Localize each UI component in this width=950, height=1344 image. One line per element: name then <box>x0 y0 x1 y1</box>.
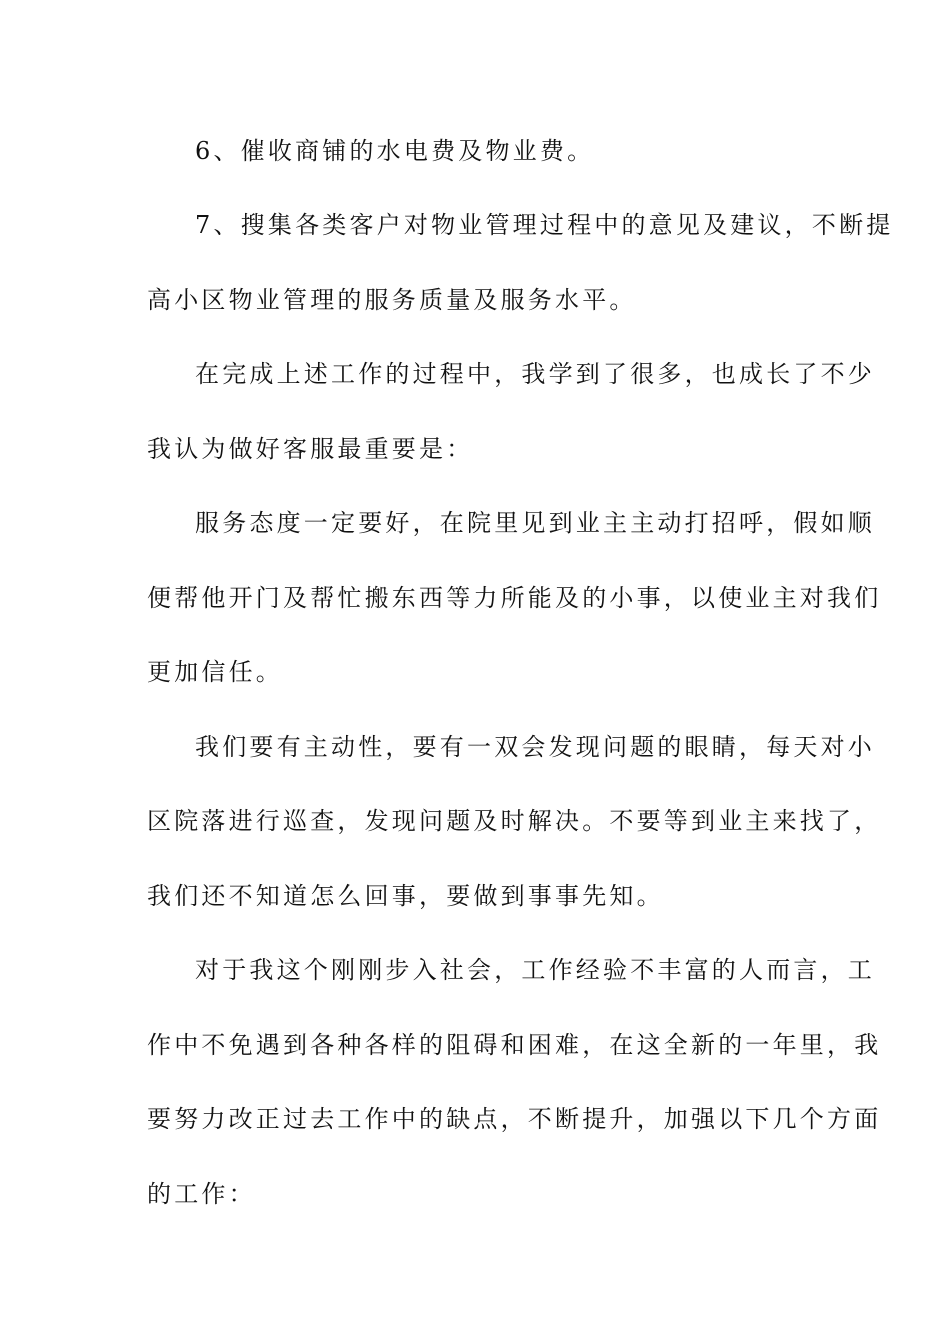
paragraph-line: 我认为做好客服最重要是： <box>147 435 474 463</box>
paragraph-line: 我们还不知道怎么回事，要做到事事先知。 <box>147 882 664 910</box>
paragraph-line: 更加信任。 <box>147 658 283 686</box>
paragraph-line: 区院落进行巡查，发现问题及时解决。不要等到业主来找了， <box>147 807 882 835</box>
paragraph-line: 要努力改正过去工作中的缺点，不断提升，加强以下几个方面 <box>147 1105 882 1133</box>
paragraph-line: 作中不免遇到各种各样的阻碍和困难，在这全新的一年里，我 <box>147 1031 882 1059</box>
paragraph-line: 的工作： <box>147 1180 256 1208</box>
paragraph-line: 6、催收商铺的水电费及物业费。 <box>195 137 595 165</box>
paragraph-line: 便帮他开门及帮忙搬东西等力所能及的小事，以使业主对我们 <box>147 584 882 612</box>
paragraph-line: 高小区物业管理的服务质量及服务水平。 <box>147 286 637 314</box>
paragraph-line: 7、搜集各类客户对物业管理过程中的意见及建议，不断提 <box>195 211 894 239</box>
paragraph-line: 在完成上述工作的过程中，我学到了很多，也成长了不少 <box>195 360 875 388</box>
paragraph-line: 我们要有主动性，要有一双会发现问题的眼睛，每天对小 <box>195 733 875 761</box>
paragraph-line: 服务态度一定要好，在院里见到业主主动打招呼，假如顺 <box>195 509 875 537</box>
paragraph-line: 对于我这个刚刚步入社会，工作经验不丰富的人而言，工 <box>195 956 875 984</box>
